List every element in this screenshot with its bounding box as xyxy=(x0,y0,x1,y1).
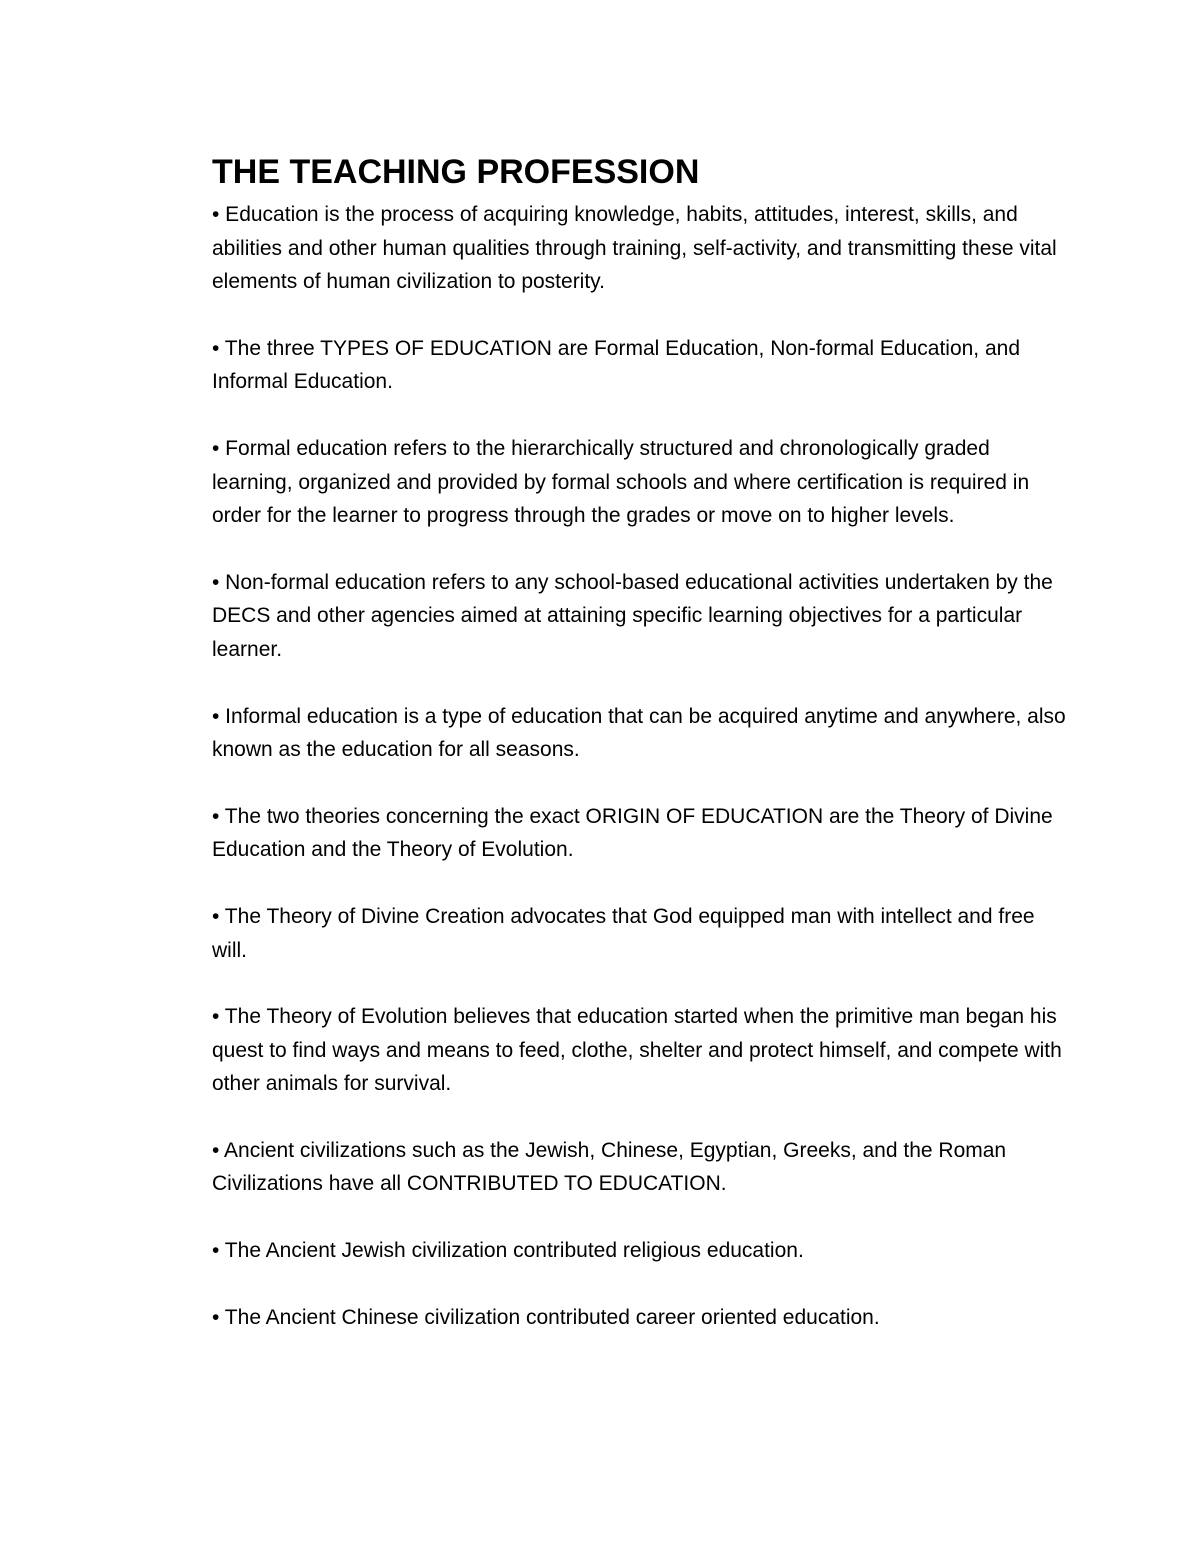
paragraph-formal-education: • Formal education refers to the hierarchically structured and chronologically graded learning, organized and provided by formal schools and where certification is required in order for the learner to progress through the grades or move on to higher levels. xyxy=(212,436,1030,528)
document-title: THE TEACHING PROFESSION xyxy=(212,153,700,191)
paragraph-non-formal-education: • Non-formal education refers to any school-based educational activities undertaken by the DECS and other agencies aimed at attaining specific learning objectives for a particular learner. xyxy=(212,570,1053,661)
paragraph-divine-creation: • The Theory of Divine Creation advocates that God equipped man with intellect and free will. xyxy=(212,904,1035,962)
paragraph-informal-education: • Informal education is a type of education that can be acquired anytime and anywhere, also known as the education for all seasons. xyxy=(212,704,1066,762)
paragraph-types-of-education: • The three TYPES OF EDUCATION are Formal Education, Non-formal Education, and Informal Education. xyxy=(212,336,1021,394)
paragraph-theory-of-evolution: • The Theory of Evolution believes that education started when the primitive man began his quest to find ways and means to feed, clothe, shelter and protect himself, and compete with other animals for survival. xyxy=(212,1005,1062,1096)
document-body xyxy=(212,152,1072,1334)
paragraph-ancient-civilizations: • Ancient civilizations such as the Jewish, Chinese, Egyptian, Greeks, and the Roman Civilizations have all CONTRIBUTED TO EDUCATION. xyxy=(212,1138,1007,1196)
paragraph-chinese-civilization: • The Ancient Chinese civilization contributed career oriented education. xyxy=(212,1305,880,1329)
paragraph-education-definition: • Education is the process of acquiring knowledge, habits, attitudes, interest, skills, and abilities and other human qualities through training, self-activity, and transmitting these vital elements of human civilization to posterity. xyxy=(212,203,1057,294)
paragraph-origin-of-education: • The two theories concerning the exact ORIGIN OF EDUCATION are the Theory of Divine Education and the Theory of Evolution. xyxy=(212,804,1053,862)
paragraph-jewish-civilization: • The Ancient Jewish civilization contributed religious education. xyxy=(212,1239,804,1263)
